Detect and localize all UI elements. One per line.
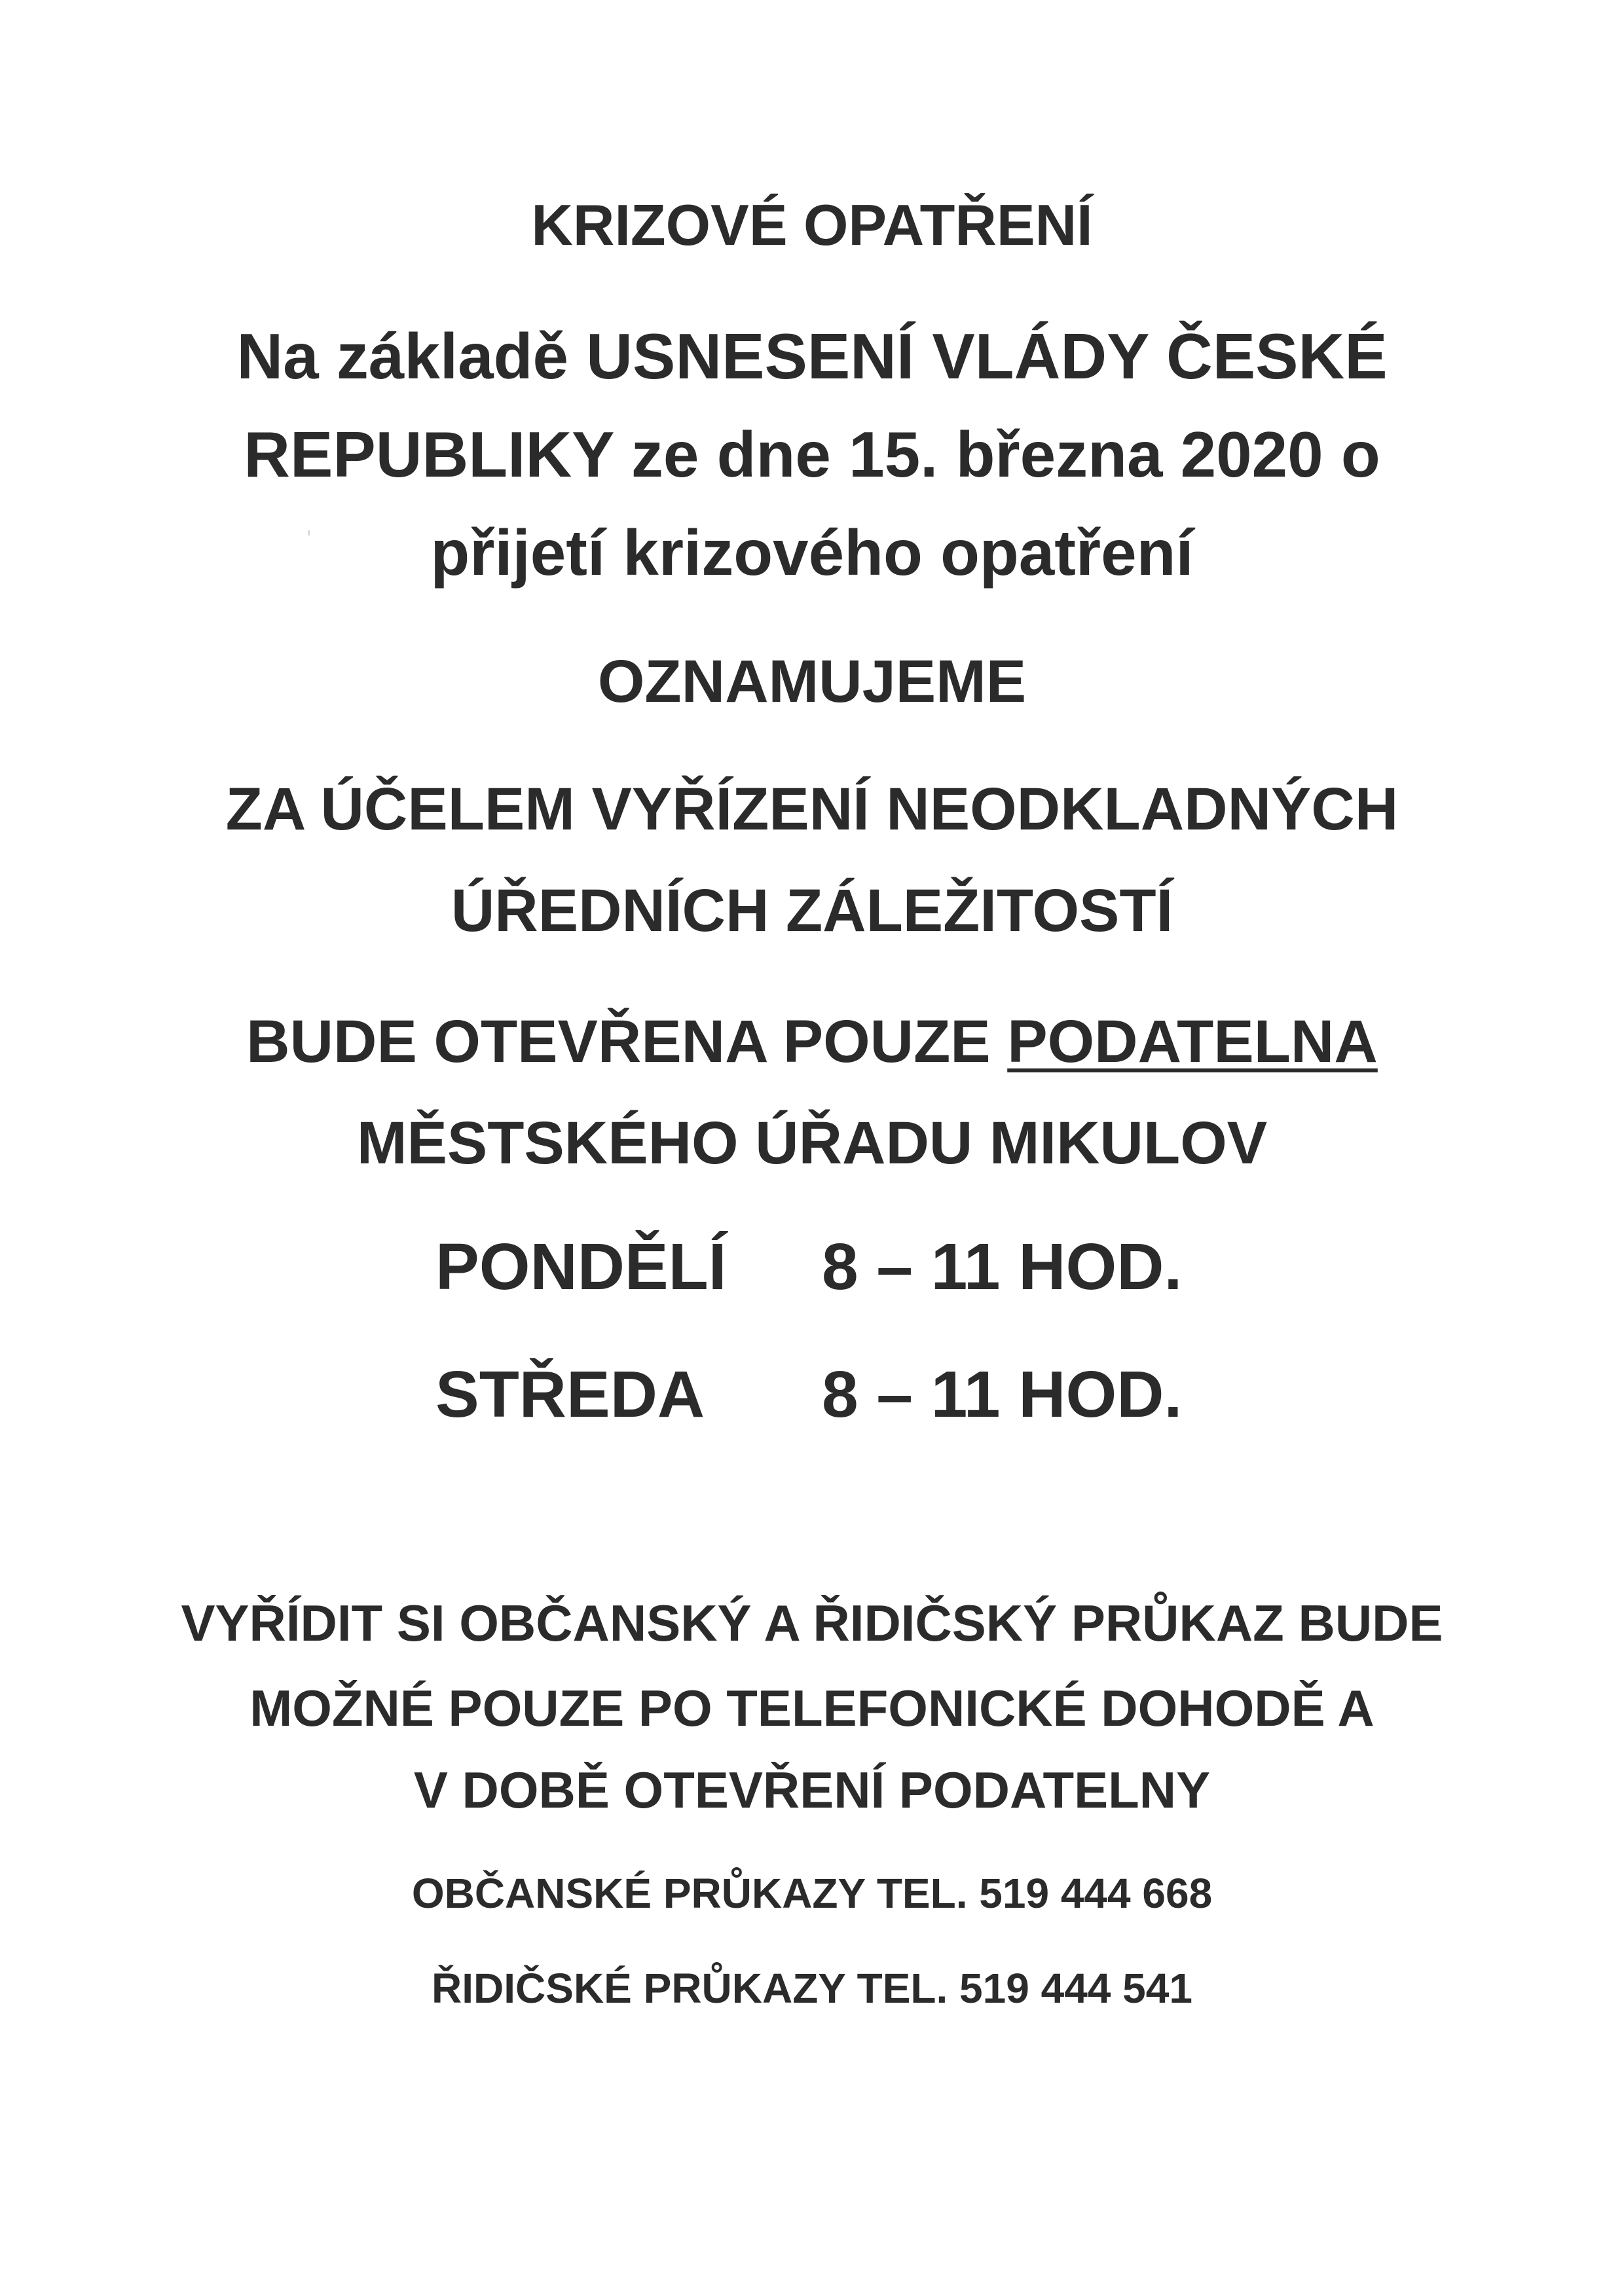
contact-driving-licences: ŘIDIČSKÉ PRŮKAZY TEL. 519 444 541 bbox=[432, 1965, 1192, 2012]
purpose-line-2: ÚŘEDNÍCH ZÁLEŽITOSTÍ bbox=[451, 877, 1173, 944]
documents-note-line-3: V DOBĚ OTEVŘENÍ PODATELNY bbox=[413, 1761, 1211, 1819]
announce-heading: OZNAMUJEME bbox=[597, 648, 1027, 715]
intro-line-3: přijetí krizového opatření bbox=[430, 517, 1194, 589]
open-line-prefix: BUDE OTEVŘENA POUZE bbox=[246, 1008, 1008, 1075]
schedule-row bbox=[0, 1230, 1624, 1313]
schedule-day: PONDĚLÍ bbox=[435, 1230, 727, 1303]
schedule-row bbox=[0, 1358, 1624, 1440]
office-line: MĚSTSKÉHO ÚŘADU MIKULOV bbox=[356, 1110, 1268, 1176]
contact-id-cards: OBČANSKÉ PRŮKAZY TEL. 519 444 668 bbox=[411, 1870, 1213, 1917]
schedule-hours: 8 – 11 HOD. bbox=[822, 1358, 1183, 1431]
open-line-underlined: PODATELNA bbox=[1007, 1008, 1378, 1075]
purpose-line-1: ZA ÚČELEM VYŘÍZENÍ NEODKLADNÝCH bbox=[225, 776, 1399, 843]
schedule-hours: 8 – 11 HOD. bbox=[822, 1230, 1183, 1303]
documents-note-line-1: VYŘÍDIT SI OBČANSKÝ A ŘIDIČSKÝ PRŮKAZ BUDE bbox=[181, 1594, 1443, 1652]
intro-line-1: Na základě USNESENÍ VLÁDY ČESKÉ bbox=[236, 320, 1388, 392]
schedule-day: STŘEDA bbox=[435, 1358, 705, 1431]
notice-title: KRIZOVÉ OPATŘENÍ bbox=[531, 192, 1093, 257]
open-line bbox=[0, 1008, 1624, 1075]
documents-note-line-2: MOŽNÉ POUZE PO TELEFONICKÉ DOHODĚ A bbox=[249, 1679, 1375, 1737]
intro-line-2: REPUBLIKY ze dne 15. března 2020 o bbox=[244, 418, 1380, 490]
